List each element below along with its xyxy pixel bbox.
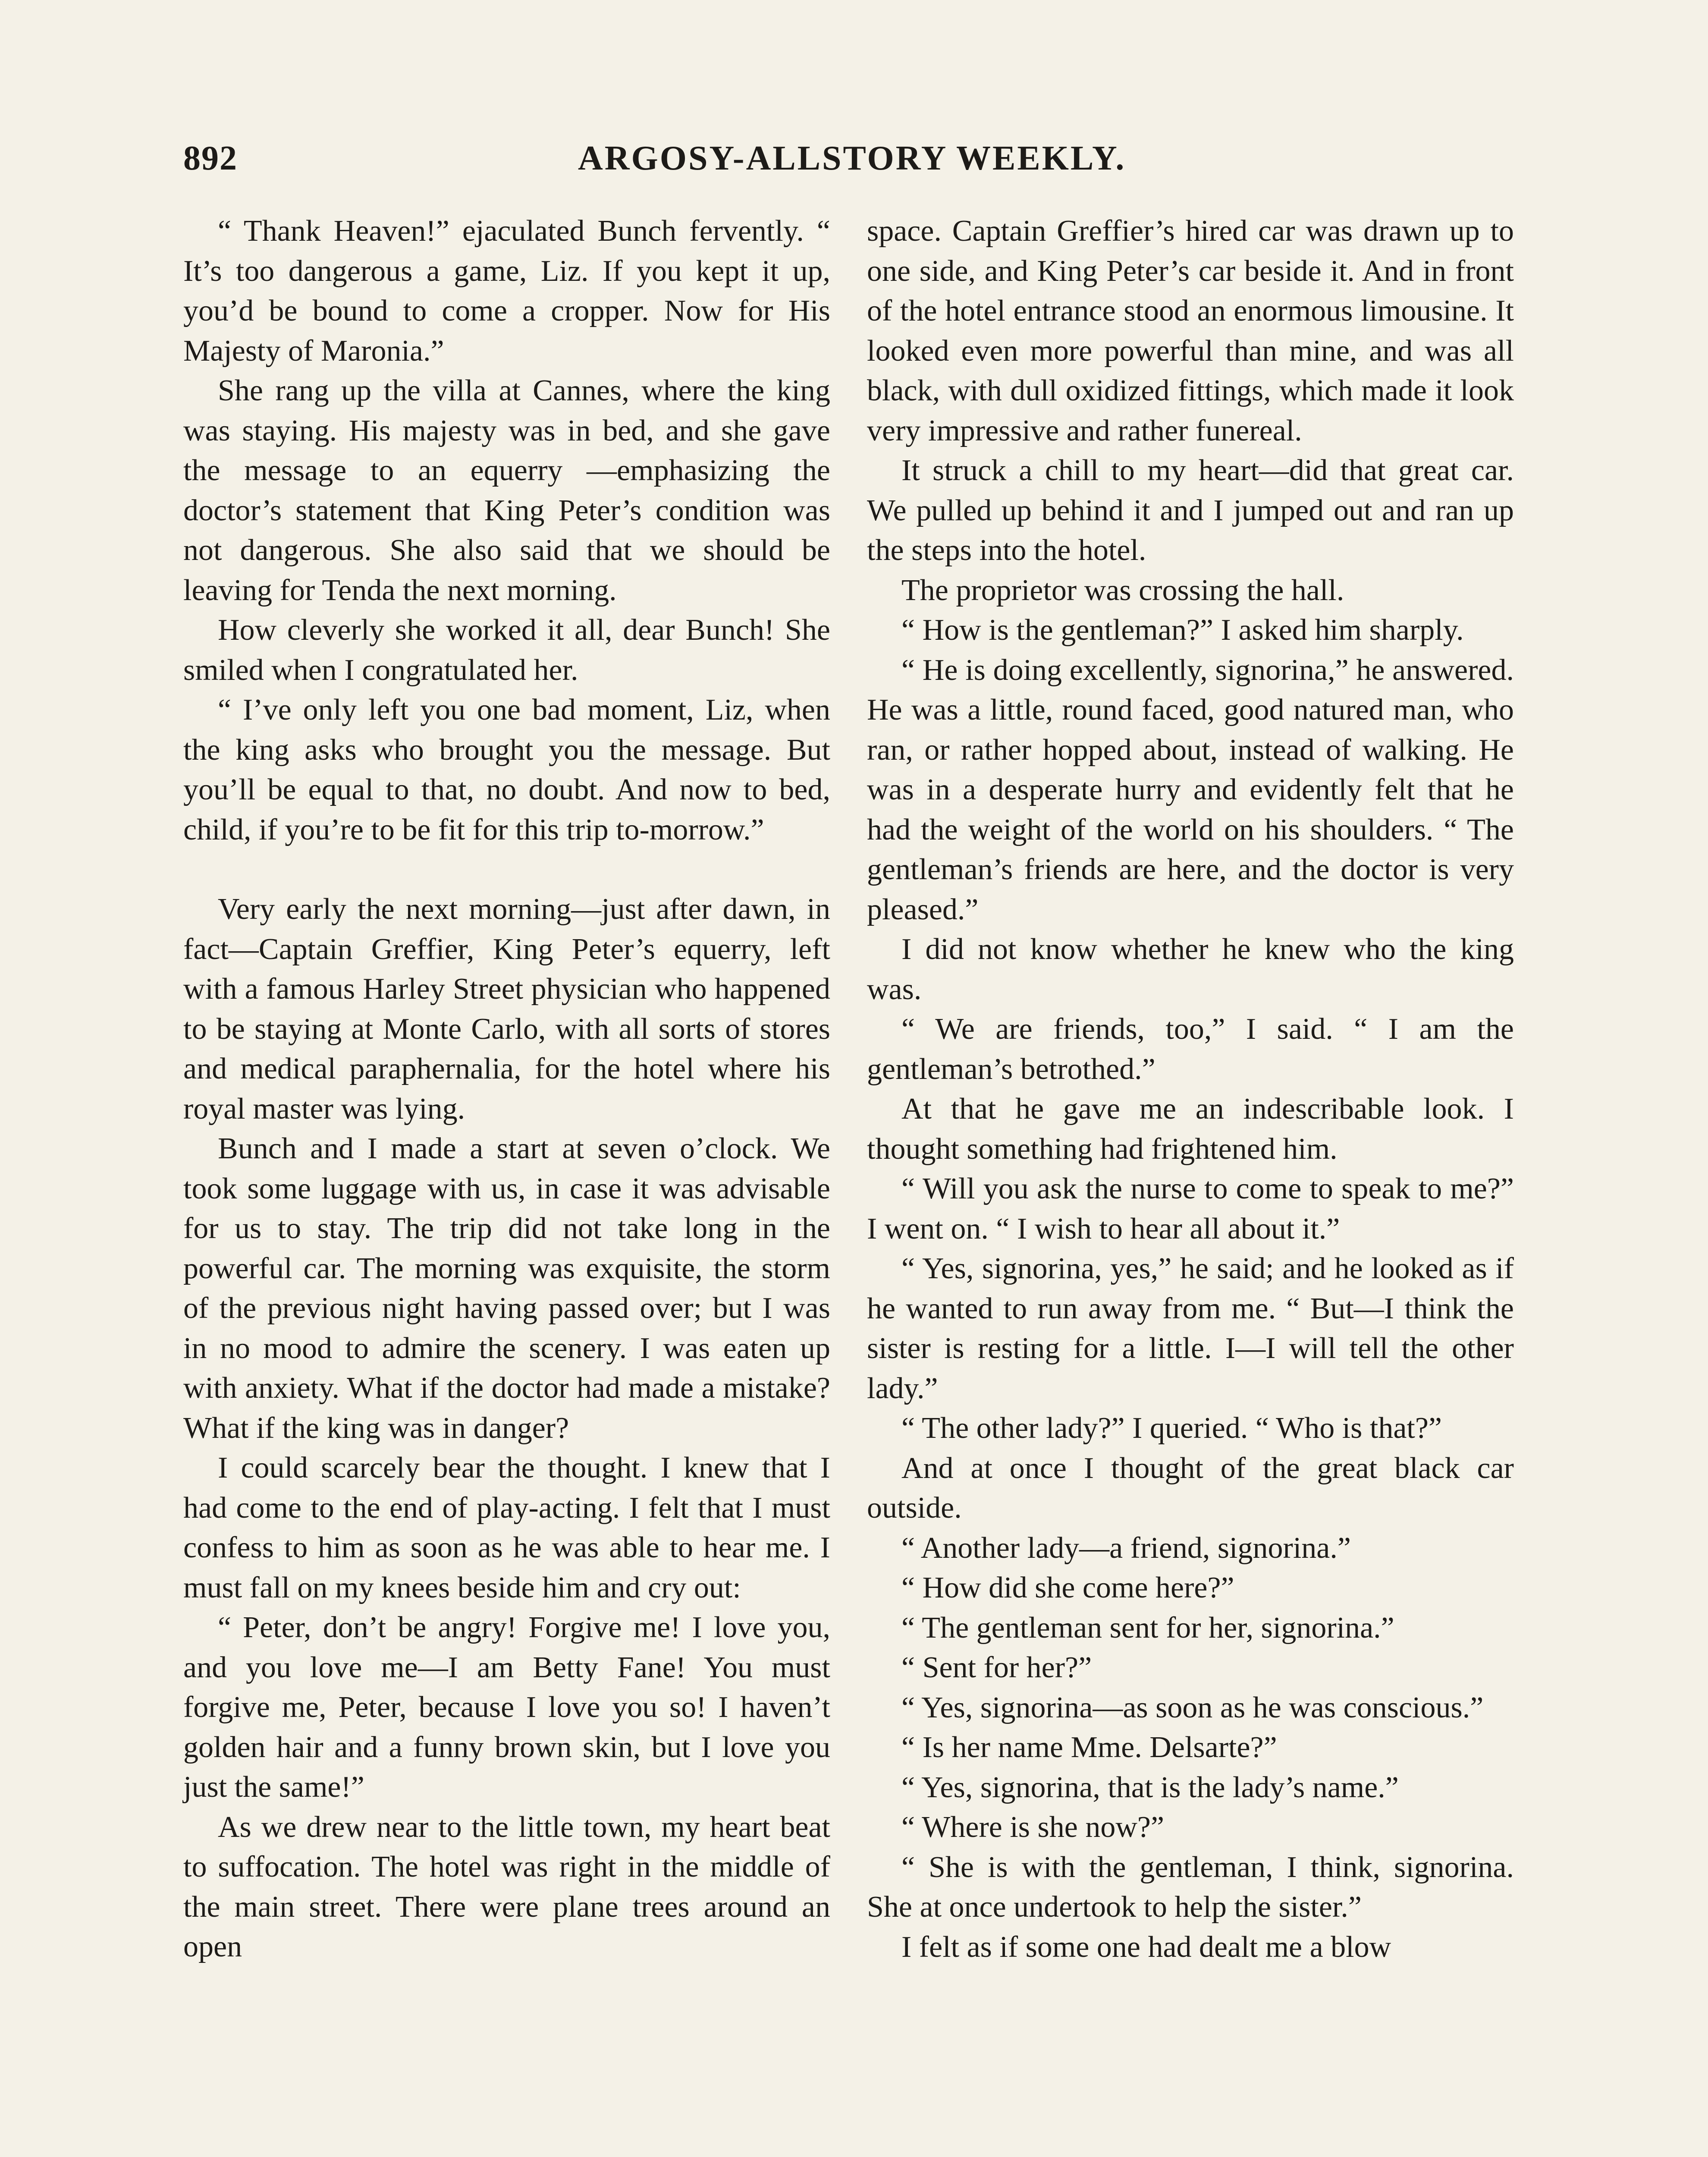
paragraph: “ We are friends, too,” I said. “ I am the gentleman’s betrothed.” xyxy=(867,1012,1514,1086)
paragraph: “ Sent for her?” xyxy=(901,1651,1092,1684)
paragraph: Bunch and I made a start at seven o’clock. We took some luggage with us, in case it was advisable for us to stay. The trip did not take long in the powerful car. The morning was exquisite, the storm of the previous night having passed over; but I was in no mood to admire the scenery. I was eaten up with anxiety. What if the doctor had made a mistake? What if the king was in danger? xyxy=(183,1132,830,1445)
paragraph: “ Yes, signorina, that is the lady’s name.” xyxy=(901,1770,1399,1804)
right-column xyxy=(867,211,1514,1967)
paragraph: “ Yes, signorina, yes,” he said; and he looked as if he wanted to run away from me. “ But—I think the sister is resting for a little. I—I will tell the other lady.” xyxy=(867,1252,1514,1405)
paragraph: “ The gentleman sent for her, signorina.” xyxy=(901,1611,1394,1644)
left-column xyxy=(183,211,830,1967)
paragraph: “ She is with the gentleman, I think, signorina. She at once undertook to help the sister.” xyxy=(867,1850,1514,1924)
paragraph: “ How did she come here?” xyxy=(901,1571,1234,1604)
paragraph: As we drew near to the little town, my heart beat to suffocation. The hotel was right in the middle of the main street. There were plane trees around an open xyxy=(183,1810,830,1963)
page-number: 892 xyxy=(183,139,238,177)
paragraph: “ The other lady?” I queried. “ Who is that?” xyxy=(901,1412,1442,1445)
paragraph: “ Will you ask the nurse to come to speak to me?” I went on. “ I wish to hear all about it.” xyxy=(867,1172,1514,1245)
paragraph: The proprietor was crossing the hall. xyxy=(901,573,1344,607)
paragraph: At that he gave me an indescribable look. I thought something had frightened him. xyxy=(867,1092,1514,1166)
paragraph: It struck a chill to my heart—did that great car. We pulled up behind it and I jumped out and ran up the steps into the hotel. xyxy=(867,454,1514,567)
paragraph: space. Captain Greffier’s hired car was drawn up to one side, and King Peter’s car beside it. And in front of the hotel entrance stood an enormous limousine. It looked even more powerful than mine, and was all black, with dull oxidized fittings, which made it look very impressive and rather funereal. xyxy=(867,214,1514,447)
paragraph: I did not know whether he knew who the king was. xyxy=(867,933,1514,1006)
paragraph: She rang up the villa at Cannes, where the king was staying. His majesty was in bed, and she gave the message to an equerry —emphasizing the doctor’s statement that King Peter’s condition was not dangerous. She also said that we should be leaving for Tenda the next morning. xyxy=(183,374,830,607)
paragraph: And at once I thought of the great black car outside. xyxy=(867,1451,1514,1525)
paragraph: How cleverly she worked it all, dear Bunch! She smiled when I congratulated her. xyxy=(183,613,830,687)
paragraph: “ How is the gentleman?” I asked him sharply. xyxy=(901,613,1464,647)
paragraph: I felt as if some one had dealt me a blow xyxy=(901,1930,1391,1964)
paragraph: “ Another lady—a friend, signorina.” xyxy=(901,1531,1351,1565)
paragraph: “ Is her name Mme. Delsarte?” xyxy=(901,1731,1277,1764)
paragraph: “ Yes, signorina—as soon as he was conscious.” xyxy=(901,1691,1484,1724)
paragraph: “ I’ve only left you one bad moment, Liz, when the king asks who brought you the message. But you’ll be equal to that, no doubt. And now to bed, child, if you’re to be fit for this trip to-morrow.” xyxy=(183,693,830,846)
paragraph: I could scarcely bear the thought. I knew that I had come to the end of play-acting. I felt that I must confess to him as soon as he was able to hear me. I must fall on my knees beside him and cry out: xyxy=(183,1451,830,1604)
paragraph: “ Peter, don’t be angry! Forgive me! I love you, and you love me—I am Betty Fane! You must forgive me, Peter, because I love you so! I haven’t golden hair and a funny brown skin, but I love you just the same!” xyxy=(183,1611,830,1804)
paragraph: “ He is doing excellently, signorina,” he answered. He was a little, round faced, good natured man, who ran, or rather hopped about, instead of walking. He was in a desperate hurry and evidently felt that he had the weight of the world on his shoulders. “ The gentleman’s friends are here, and the doctor is very pleased.” xyxy=(867,653,1514,926)
paragraph: “ Where is she now?” xyxy=(901,1811,1165,1844)
running-head: ARGOSY-ALLSTORY WEEKLY. xyxy=(578,139,1126,177)
paragraph: Very early the next morning—just after dawn, in fact—Captain Greffier, King Peter’s equerry, left with a famous Harley Street physician who happened to be staying at Monte Carlo, with all sorts of stores and medical paraphernalia, for the hotel where his royal master was lying. xyxy=(183,893,830,1126)
paragraph: “ Thank Heaven!” ejaculated Bunch fervently. “ It’s too dangerous a game, Liz. If you kept it up, you’d be bound to come a cropper. Now for His Majesty of Maronia.” xyxy=(183,214,830,368)
